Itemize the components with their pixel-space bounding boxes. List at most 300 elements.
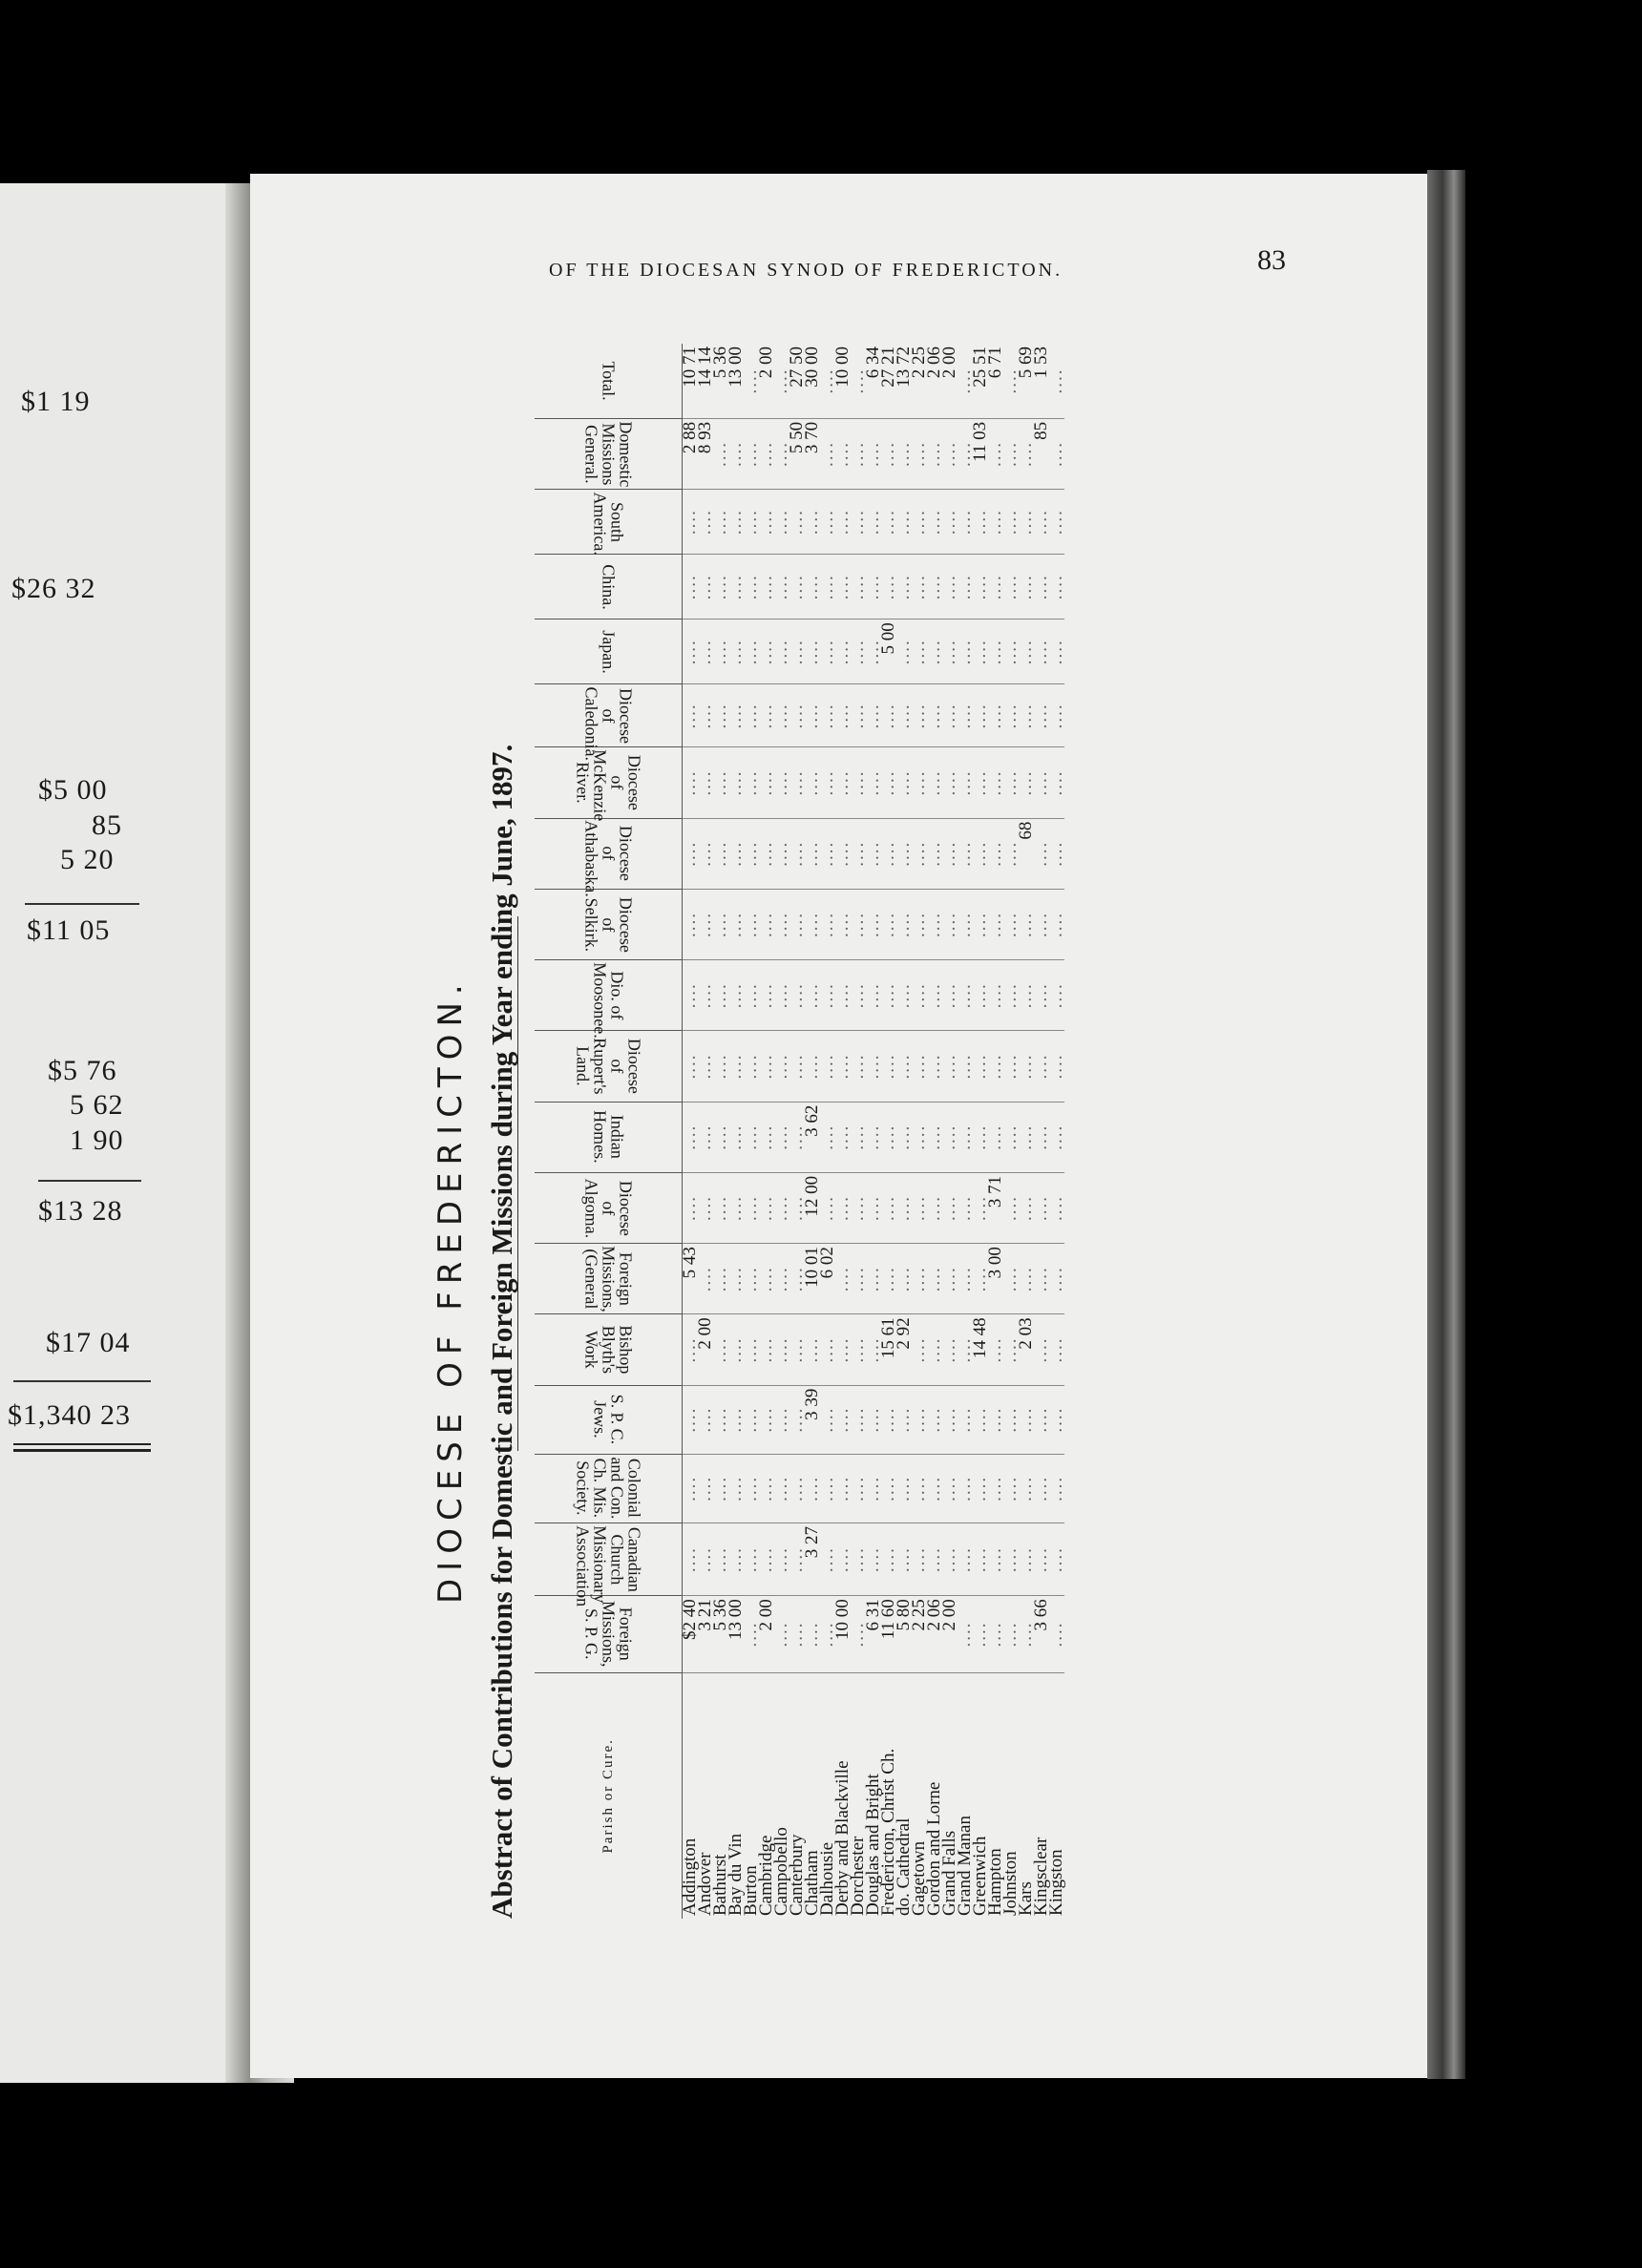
leader-dots: ....: [958, 1314, 973, 1385]
leader-dots: ....: [988, 620, 1003, 684]
amount-cell: 12 00: [805, 1172, 820, 1243]
leader-dots: ....: [1034, 960, 1049, 1031]
leader-dots: ....: [759, 1314, 774, 1385]
amount-cell: 5 00: [881, 620, 896, 684]
left-amount: 1 90: [70, 1124, 124, 1156]
leader-dots: ....: [988, 684, 1003, 747]
leader-dots: ....: [835, 555, 851, 620]
leader-dots: ....: [866, 418, 881, 489]
leader-dots: ....: [683, 747, 699, 818]
leader-dots: ....: [1034, 747, 1049, 818]
sum-rule: [25, 903, 139, 905]
leader-dots: ....: [1049, 1314, 1064, 1385]
leader-dots: ....: [698, 960, 713, 1031]
amount-cell: 1 53: [1034, 344, 1049, 418]
leader-dots: ....: [835, 818, 851, 889]
leader-dots: ....: [1049, 1244, 1064, 1314]
leader-dots: ....: [805, 555, 820, 620]
leader-dots: ....: [851, 747, 866, 818]
leader-dots: ....: [1049, 960, 1064, 1031]
leader-dots: ....: [728, 490, 744, 555]
leader-dots: ....: [896, 555, 912, 620]
leader-dots: ....: [942, 1102, 958, 1172]
amount-cell: 6 02: [820, 1244, 835, 1314]
leader-dots: ....: [958, 1385, 973, 1454]
leader-dots: ....: [744, 1454, 759, 1522]
leader-dots: ....: [713, 818, 728, 889]
column-header: Canadian Church Missionary Association: [535, 1522, 683, 1595]
amount-cell: 15 61: [881, 1314, 896, 1385]
leader-dots: ....: [1019, 1454, 1034, 1522]
leader-dots: ....: [927, 818, 942, 889]
leader-dots: ....: [683, 1314, 699, 1385]
leader-dots: ....: [728, 747, 744, 818]
leader-dots: ....: [698, 684, 713, 747]
leader-dots: ....: [912, 818, 927, 889]
leader-dots: ....: [744, 960, 759, 1031]
column-header: Diocese of Caledonia.: [535, 684, 683, 747]
leader-dots: ....: [820, 1172, 835, 1243]
leader-dots: ....: [866, 684, 881, 747]
amount-cell: 2 25: [912, 1596, 927, 1672]
amount-cell: 2 00: [759, 1596, 774, 1672]
leader-dots: ....: [988, 1102, 1003, 1172]
leader-dots: ....: [988, 747, 1003, 818]
leader-dots: ....: [881, 555, 896, 620]
leader-dots: ....: [942, 889, 958, 959]
leader-dots: ....: [973, 1522, 988, 1595]
leader-dots: ....: [774, 344, 789, 418]
leader-dots: ....: [851, 620, 866, 684]
leader-dots: ....: [789, 555, 805, 620]
leader-dots: ....: [713, 555, 728, 620]
leader-dots: ....: [942, 818, 958, 889]
leader-dots: ....: [683, 1102, 699, 1172]
leader-dots: ....: [805, 818, 820, 889]
leader-dots: ....: [759, 620, 774, 684]
leader-dots: ....: [973, 1454, 988, 1522]
leader-dots: ....: [1003, 1314, 1019, 1385]
leader-dots: ....: [866, 1172, 881, 1243]
leader-dots: ....: [1003, 620, 1019, 684]
leader-dots: ....: [820, 1031, 835, 1102]
amount-cell: 2 00: [942, 1596, 958, 1672]
leader-dots: ....: [973, 490, 988, 555]
leader-dots: ....: [881, 960, 896, 1031]
leader-dots: ....: [774, 1522, 789, 1595]
leader-dots: ....: [759, 1522, 774, 1595]
amount-cell: 3 39: [805, 1385, 820, 1454]
leader-dots: ....: [1019, 555, 1034, 620]
leader-dots: ....: [958, 818, 973, 889]
left-amount: $13 28: [38, 1195, 123, 1227]
leader-dots: ....: [835, 1031, 851, 1102]
leader-dots: ....: [896, 818, 912, 889]
leader-dots: ....: [789, 1031, 805, 1102]
parish-name: Greenwich: [970, 1836, 990, 1916]
leader-dots: ....: [896, 1244, 912, 1314]
amount-cell: 11 60: [881, 1596, 896, 1672]
leader-dots: ....: [1019, 1172, 1034, 1243]
leader-dots: ....: [866, 1031, 881, 1102]
leader-dots: ....: [973, 1385, 988, 1454]
leader-dots: ....: [774, 490, 789, 555]
amount-cell: 6 71: [988, 344, 1003, 418]
column-header: Colonial and Con. Ch. Mis. Society.: [535, 1454, 683, 1522]
leader-dots: ....: [1049, 747, 1064, 818]
leader-dots: ....: [728, 818, 744, 889]
leader-dots: ....: [1003, 1454, 1019, 1522]
leader-dots: ....: [1003, 1596, 1019, 1672]
leader-dots: ....: [835, 620, 851, 684]
leader-dots: ....: [1034, 1102, 1049, 1172]
leader-dots: ....: [958, 1522, 973, 1595]
leader-dots: ....: [744, 1522, 759, 1595]
leader-dots: ....: [835, 418, 851, 489]
leader-dots: ....: [851, 1454, 866, 1522]
leader-dots: ....: [728, 1522, 744, 1595]
leader-dots: ....: [713, 1031, 728, 1102]
leader-dots: ....: [1019, 960, 1034, 1031]
leader-dots: ....: [789, 1596, 805, 1672]
page-number: 83: [1257, 244, 1286, 276]
leader-dots: ....: [774, 889, 789, 959]
amount-cell: 6 34: [866, 344, 881, 418]
leader-dots: ....: [1034, 555, 1049, 620]
leader-dots: ....: [881, 684, 896, 747]
leader-dots: ....: [896, 684, 912, 747]
leader-dots: ....: [912, 1244, 927, 1314]
leader-dots: ....: [912, 490, 927, 555]
leader-dots: ....: [683, 620, 699, 684]
parish-name: Bay du Vin: [726, 1833, 746, 1916]
leader-dots: ....: [851, 1172, 866, 1243]
leader-dots: ....: [789, 620, 805, 684]
leader-dots: ....: [896, 1172, 912, 1243]
leader-dots: ....: [881, 1522, 896, 1595]
left-amount: $5 76: [48, 1055, 117, 1086]
leader-dots: ....: [728, 620, 744, 684]
leader-dots: ....: [881, 490, 896, 555]
amount-cell: 2 88: [683, 418, 699, 489]
leader-dots: ....: [881, 1031, 896, 1102]
amount-cell: 30 00: [805, 344, 820, 418]
leader-dots: ....: [759, 960, 774, 1031]
leader-dots: ....: [713, 1522, 728, 1595]
leader-dots: ....: [789, 1454, 805, 1522]
leader-dots: ....: [942, 555, 958, 620]
leader-dots: ....: [927, 1244, 942, 1314]
leader-dots: ....: [958, 555, 973, 620]
leader-dots: ....: [713, 490, 728, 555]
leader-dots: ....: [759, 1454, 774, 1522]
leader-dots: ....: [896, 747, 912, 818]
table-title: Abstract of Contributions for Domestic and Foreign Missions during Year ending June, 1897.: [485, 744, 518, 1919]
leader-dots: ....: [958, 1031, 973, 1102]
leader-dots: ....: [896, 490, 912, 555]
leader-dots: ....: [851, 889, 866, 959]
leader-dots: ....: [851, 1385, 866, 1454]
column-header: Diocese of Rupert's Land.: [535, 1031, 683, 1102]
leader-dots: ....: [774, 1172, 789, 1243]
leader-dots: ....: [851, 1244, 866, 1314]
leader-dots: ....: [1049, 490, 1064, 555]
column-header-parish: Parish or Cure.: [535, 1672, 683, 1919]
left-amount: $11 05: [27, 914, 111, 946]
leader-dots: ....: [789, 1314, 805, 1385]
leader-dots: ....: [1049, 1102, 1064, 1172]
leader-dots: ....: [835, 684, 851, 747]
leader-dots: ....: [958, 684, 973, 747]
parish-name: Kingston: [1046, 1849, 1066, 1916]
leader-dots: ....: [1019, 1031, 1034, 1102]
leader-dots: ....: [973, 1102, 988, 1172]
leader-dots: ....: [713, 684, 728, 747]
parish-name: Grand Falls: [939, 1830, 959, 1916]
leader-dots: ....: [958, 620, 973, 684]
amount-cell: 5 36: [713, 1596, 728, 1672]
double-rule: [13, 1443, 151, 1452]
amount-cell: 10 00: [835, 1596, 851, 1672]
amount-cell: 10 71: [683, 344, 699, 418]
parish-name: Campobello: [771, 1827, 791, 1916]
parish-name: Hampton: [985, 1848, 1005, 1916]
leader-dots: ....: [820, 344, 835, 418]
leader-dots: ....: [789, 747, 805, 818]
leader-dots: ....: [896, 960, 912, 1031]
leader-dots: ....: [759, 1244, 774, 1314]
amount-cell: 3 21: [698, 1596, 713, 1672]
leader-dots: ....: [927, 1172, 942, 1243]
leader-dots: ....: [1003, 818, 1019, 889]
leader-dots: ....: [958, 747, 973, 818]
leader-dots: ....: [698, 620, 713, 684]
leader-dots: ....: [835, 1244, 851, 1314]
leader-dots: ....: [820, 1454, 835, 1522]
leader-dots: ....: [1049, 1385, 1064, 1454]
leader-dots: ....: [713, 1385, 728, 1454]
column-header: Indian Homes.: [535, 1102, 683, 1172]
leader-dots: ....: [774, 1102, 789, 1172]
leader-dots: ....: [820, 1596, 835, 1672]
parish-name: Kingsclear: [1031, 1837, 1051, 1916]
leader-dots: ....: [896, 1522, 912, 1595]
leader-dots: ....: [835, 960, 851, 1031]
leader-dots: ....: [744, 344, 759, 418]
leader-dots: ....: [698, 490, 713, 555]
leader-dots: ....: [698, 555, 713, 620]
leader-dots: ....: [1034, 1244, 1049, 1314]
amount-cell: 2 06: [927, 344, 942, 418]
amount-cell: 13 00: [728, 344, 744, 418]
column-header: Foreign Missions, S. P. G.: [535, 1596, 683, 1672]
leader-dots: ....: [744, 747, 759, 818]
leader-dots: ....: [1049, 1454, 1064, 1522]
leader-dots: ....: [866, 1314, 881, 1385]
leader-dots: ....: [881, 889, 896, 959]
column-header: China.: [535, 555, 683, 620]
leader-dots: ....: [774, 1596, 789, 1672]
leader-dots: ....: [927, 490, 942, 555]
leader-dots: ....: [942, 1522, 958, 1595]
column-header: Dio. of Moosonee.: [535, 960, 683, 1031]
leader-dots: ....: [927, 1522, 942, 1595]
leader-dots: ....: [774, 1314, 789, 1385]
leader-dots: ....: [1034, 1172, 1049, 1243]
leader-dots: ....: [805, 620, 820, 684]
leader-dots: ....: [912, 960, 927, 1031]
leader-dots: ....: [698, 1454, 713, 1522]
leader-dots: ....: [774, 1031, 789, 1102]
leader-dots: ....: [1049, 1031, 1064, 1102]
amount-cell: 3 71: [988, 1172, 1003, 1243]
leader-dots: ....: [866, 490, 881, 555]
leader-dots: ....: [728, 1172, 744, 1243]
leader-dots: ....: [774, 418, 789, 489]
leader-dots: ....: [683, 555, 699, 620]
leader-dots: ....: [1049, 684, 1064, 747]
leader-dots: ....: [851, 418, 866, 489]
leader-dots: ....: [835, 747, 851, 818]
leader-dots: ....: [1049, 1596, 1064, 1672]
leader-dots: ....: [866, 1385, 881, 1454]
leader-dots: ....: [789, 818, 805, 889]
leader-dots: ....: [881, 818, 896, 889]
leader-dots: ....: [805, 684, 820, 747]
leader-dots: ....: [973, 620, 988, 684]
leader-dots: ....: [1019, 1596, 1034, 1672]
leader-dots: ....: [713, 1102, 728, 1172]
leader-dots: ....: [744, 684, 759, 747]
leader-dots: ....: [988, 818, 1003, 889]
leader-dots: ....: [820, 490, 835, 555]
column-header: Diocese of Selkirk.: [535, 889, 683, 959]
amount-cell: 85: [1034, 418, 1049, 489]
leader-dots: ....: [973, 1031, 988, 1102]
amount-cell: 5 36: [713, 344, 728, 418]
leader-dots: ....: [698, 747, 713, 818]
amount-cell: 11 03: [973, 418, 988, 489]
leader-dots: ....: [1049, 1522, 1064, 1595]
leader-dots: ....: [774, 1454, 789, 1522]
amount-cell: 3 70: [805, 418, 820, 489]
parish-name: Dorchester: [848, 1836, 868, 1916]
leader-dots: ....: [927, 1102, 942, 1172]
leader-dots: ....: [683, 889, 699, 959]
leader-dots: ....: [896, 620, 912, 684]
leader-dots: ....: [881, 418, 896, 489]
leader-dots: ....: [820, 818, 835, 889]
leader-dots: ....: [683, 684, 699, 747]
leader-dots: ....: [912, 1172, 927, 1243]
leader-dots: ....: [744, 490, 759, 555]
leader-dots: ....: [1003, 1102, 1019, 1172]
leader-dots: ....: [912, 889, 927, 959]
parish-name: Bathurst: [710, 1854, 730, 1916]
leader-dots: ....: [728, 684, 744, 747]
leader-dots: ....: [805, 1454, 820, 1522]
amount-cell: 14 48: [973, 1314, 988, 1385]
leader-dots: ....: [1003, 1522, 1019, 1595]
leader-dots: ....: [958, 889, 973, 959]
left-amount: $26 32: [11, 573, 96, 604]
leader-dots: ....: [744, 418, 759, 489]
leader-dots: ....: [805, 960, 820, 1031]
leader-dots: ....: [942, 747, 958, 818]
leader-dots: ....: [1034, 620, 1049, 684]
leader-dots: ....: [851, 818, 866, 889]
column-header: Diocese of Algoma.: [535, 1172, 683, 1243]
parish-name: Chatham: [802, 1850, 822, 1916]
leader-dots: ....: [820, 1102, 835, 1172]
column-header: Domestic Missions General.: [535, 418, 683, 489]
leader-dots: ....: [881, 1172, 896, 1243]
leader-dots: ....: [1019, 620, 1034, 684]
leader-dots: ....: [1019, 1522, 1034, 1595]
leader-dots: ....: [728, 1454, 744, 1522]
leader-dots: ....: [896, 1385, 912, 1454]
leader-dots: ....: [1049, 620, 1064, 684]
leader-dots: ....: [759, 1385, 774, 1454]
leader-dots: ....: [927, 960, 942, 1031]
leader-dots: ....: [851, 344, 866, 418]
leader-dots: ....: [759, 418, 774, 489]
leader-dots: ....: [713, 1314, 728, 1385]
leader-dots: ....: [942, 418, 958, 489]
leader-dots: ....: [927, 1031, 942, 1102]
leader-dots: ....: [789, 1102, 805, 1172]
leader-dots: ....: [942, 1172, 958, 1243]
left-amount: 5 20: [60, 844, 115, 875]
leader-dots: ....: [774, 818, 789, 889]
table-row: [1049, 344, 1064, 1919]
contributions-table: [535, 344, 1064, 1919]
leader-dots: ....: [851, 1031, 866, 1102]
leader-dots: ....: [866, 1102, 881, 1172]
leader-dots: ....: [759, 1102, 774, 1172]
leader-dots: ....: [973, 1244, 988, 1314]
leader-dots: ....: [912, 1522, 927, 1595]
leader-dots: ....: [820, 418, 835, 489]
amount-cell: 5 69: [1019, 344, 1034, 418]
leader-dots: ....: [881, 1454, 896, 1522]
leader-dots: ....: [713, 1172, 728, 1243]
leader-dots: ....: [820, 555, 835, 620]
leader-dots: ....: [835, 889, 851, 959]
leader-dots: ....: [713, 747, 728, 818]
leader-dots: ....: [820, 684, 835, 747]
leader-dots: ....: [988, 1454, 1003, 1522]
leader-dots: ....: [835, 1385, 851, 1454]
leader-dots: ....: [851, 684, 866, 747]
leader-dots: ....: [866, 960, 881, 1031]
leader-dots: ....: [835, 1522, 851, 1595]
leader-dots: ....: [881, 747, 896, 818]
leader-dots: ....: [942, 490, 958, 555]
leader-dots: ....: [958, 1596, 973, 1672]
leader-dots: ....: [698, 818, 713, 889]
leader-dots: ....: [759, 889, 774, 959]
leader-dots: ....: [1003, 1172, 1019, 1243]
amount-cell: 3 27: [805, 1522, 820, 1595]
parish-name: do. Cathedral: [894, 1817, 914, 1916]
leader-dots: ....: [805, 1596, 820, 1672]
leader-dots: ....: [866, 555, 881, 620]
leader-dots: ....: [1019, 889, 1034, 959]
amount-cell: 2 00: [759, 344, 774, 418]
parish-name: Derby and Blackville: [832, 1760, 853, 1916]
amount-cell: $2 40: [683, 1596, 699, 1672]
